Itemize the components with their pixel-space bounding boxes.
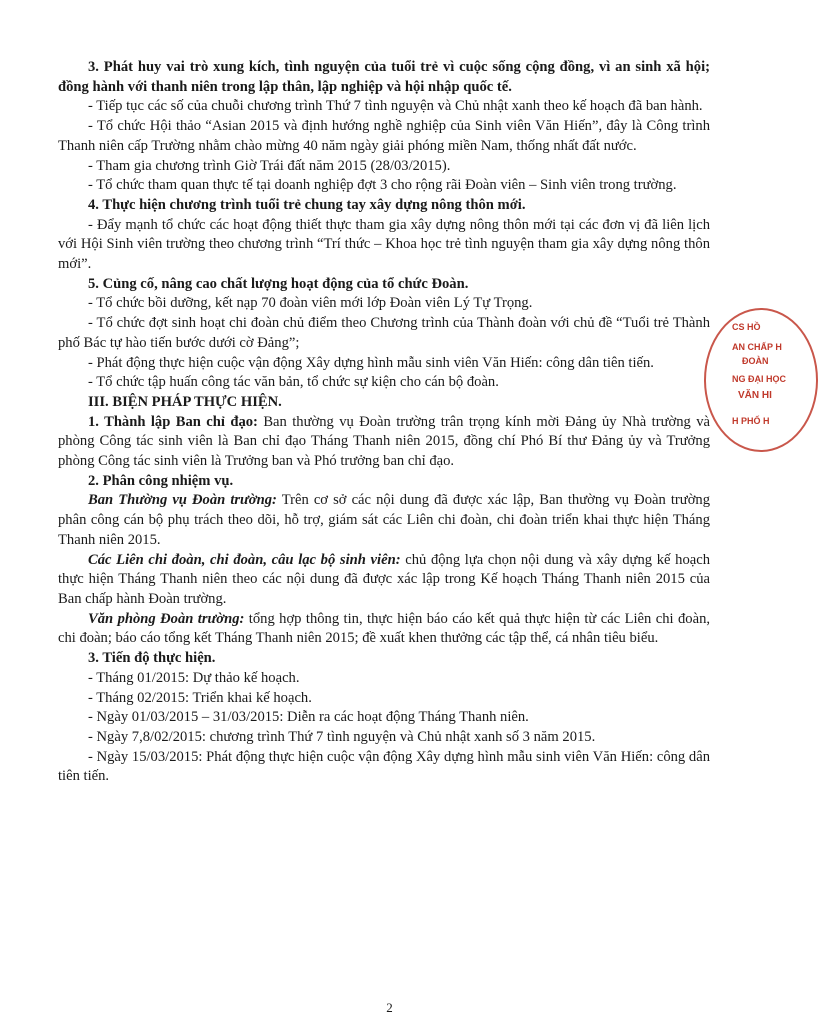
mixed-paragraph	[58, 551, 710, 610]
section-heading-3: 3. Phát huy vai trò xung kích, tình nguyện của tuổi trẻ vì cuộc sống cộng đồng, vì an sinh xã hội; đồng hành với thanh niên trong lập thân, lập nghiệp và hội nhập quốc tế.	[58, 59, 710, 95]
paragraph-lead: 1. Thành lập Ban chỉ đạo:	[88, 413, 258, 430]
page-number: 2	[386, 1000, 393, 1015]
section-heading-5: 5. Củng cố, nâng cao chất lượng hoạt động của tổ chức Đoàn.	[88, 275, 469, 292]
schedule-item: - Ngày 15/03/2015: Phát động thực hiện cuộc vận động Xây dựng hình mẫu sinh viên Văn Hiến: công dân tiên tiến.	[58, 748, 710, 785]
mixed-paragraph	[58, 649, 710, 669]
paragraph: - Tổ chức bồi dưỡng, kết nạp 70 đoàn viên mới lớp Đoàn viên Lý Tự Trọng.	[88, 295, 533, 312]
paragraph-body: Ban thường vụ Đoàn trường trân trọng kính mời Đảng ủy Nhà trường và phòng Công tác sinh viên là Ban chỉ đạo Tháng Thanh niên 2015, đồng chí Phó Bí thư Đảng ủy và Trưởng phòng Công tác sinh viên là Trưởng ban và Phó trưởng ban chỉ đạo.	[58, 413, 710, 470]
schedule-item: - Ngày 7,8/02/2015: chương trình Thứ 7 tình nguyện và Chủ nhật xanh số 3 năm 2015.	[88, 728, 596, 745]
paragraph-body: chủ động lựa chọn nội dung và xây dựng kế hoạch thực hiện Tháng Thanh niên theo các nội dung đã được xác lập trong Kế hoạch Tháng Thanh niên 2015 của Ban chấp hành Đoàn trường.	[58, 551, 710, 607]
document-body	[58, 58, 710, 787]
stamp-text: CS HỒ	[732, 322, 761, 332]
paragraph-body: tổng hợp thông tin, thực hiện báo cáo kết quả thực hiện từ các Liên chi đoàn, chi đoàn; báo cáo tổng kết Tháng Thanh niên 2015; đề xuất khen thưởng các tập thể, cá nhân tiêu biểu.	[58, 610, 711, 647]
paragraph: - Đẩy mạnh tổ chức các hoạt động thiết thực tham gia xây dựng nông thôn mới tại các đơn vị đã liên lịch với Hội Sinh viên trường theo chương trình “Trí thức – Khoa học trẻ tình nguyện tham gia xây dựng nông thôn mới”.	[58, 216, 710, 273]
section-heading-iii: III. BIỆN PHÁP THỰC HIỆN.	[88, 393, 282, 410]
stamp-text: NG ĐẠI HỌC	[732, 374, 786, 384]
paragraph: - Tổ chức Hội thảo “Asian 2015 và định hướng nghề nghiệp của Sinh viên Văn Hiến”, đây là Công trình Thanh niên cấp Trường nhằm chào mừng 40 năm ngày giải phóng miền Nam, thống nhất đất nước.	[58, 118, 710, 154]
paragraph: - Tổ chức đợt sinh hoạt chi đoàn chủ điểm theo Chương trình của Thành đoàn với chủ đề “Tuổi trẻ Thành phố Bác tự hào tiến bước dưới cờ Đảng”;	[58, 315, 710, 351]
paragraph-lead: Các Liên chi đoàn, chi đoàn, câu lạc bộ sinh viên:	[88, 551, 401, 568]
paragraph: - Tổ chức tập huấn công tác văn bản, tổ chức sự kiện cho cán bộ đoàn.	[88, 374, 499, 391]
section-heading-4: 4. Thực hiện chương trình tuổi trẻ chung tay xây dựng nông thôn mới.	[88, 196, 526, 213]
paragraph-lead: 3. Tiến độ thực hiện.	[88, 650, 216, 667]
mixed-paragraph	[58, 491, 710, 550]
official-stamp	[724, 318, 784, 438]
paragraph: - Tham gia chương trình Giờ Trái đất năm 2015 (28/03/2015).	[88, 157, 451, 174]
stamp-text: H PHỐ H	[732, 416, 770, 426]
paragraph-body: Trên cơ sở các nội dung đã được xác lập, Ban thường vụ Đoàn trường phân công cán bộ phụ trách theo dõi, hỗ trợ, giám sát các Liên chi đoàn, chi đoàn triển khai thực hiện Tháng Thanh niên 2015.	[58, 492, 711, 548]
schedule-item: - Tháng 02/2015: Triển khai kế hoạch.	[88, 689, 312, 706]
paragraph-lead: Ban Thường vụ Đoàn trường:	[88, 492, 277, 509]
schedule-item: - Ngày 01/03/2015 – 31/03/2015: Diễn ra các hoạt động Tháng Thanh niên.	[88, 709, 529, 726]
paragraph-lead: 2. Phân công nhiệm vụ.	[88, 472, 234, 489]
stamp-text: ĐOÀN	[742, 356, 769, 366]
mixed-paragraph	[58, 413, 710, 472]
stamp-text: VĂN HI	[738, 390, 772, 401]
paragraph: - Tổ chức tham quan thực tế tại doanh nghiệp đợt 3 cho rộng rãi Đoàn viên – Sinh viên trong trường.	[88, 177, 677, 194]
stamp-text: AN CHẤP H	[732, 342, 782, 352]
paragraph-lead: Văn phòng Đoàn trường:	[88, 610, 245, 627]
paragraph: - Phát động thực hiện cuộc vận động Xây dựng hình mẫu sinh viên Văn Hiến: công dân tiên tiến.	[88, 354, 654, 371]
paragraph: - Tiếp tục các số của chuỗi chương trình Thứ 7 tình nguyện và Chủ nhật xanh theo kế hoạch đã ban hành.	[88, 98, 703, 115]
schedule-item: - Tháng 01/2015: Dự thảo kế hoạch.	[88, 669, 300, 686]
mixed-paragraph	[58, 610, 710, 649]
mixed-paragraph	[58, 472, 710, 492]
